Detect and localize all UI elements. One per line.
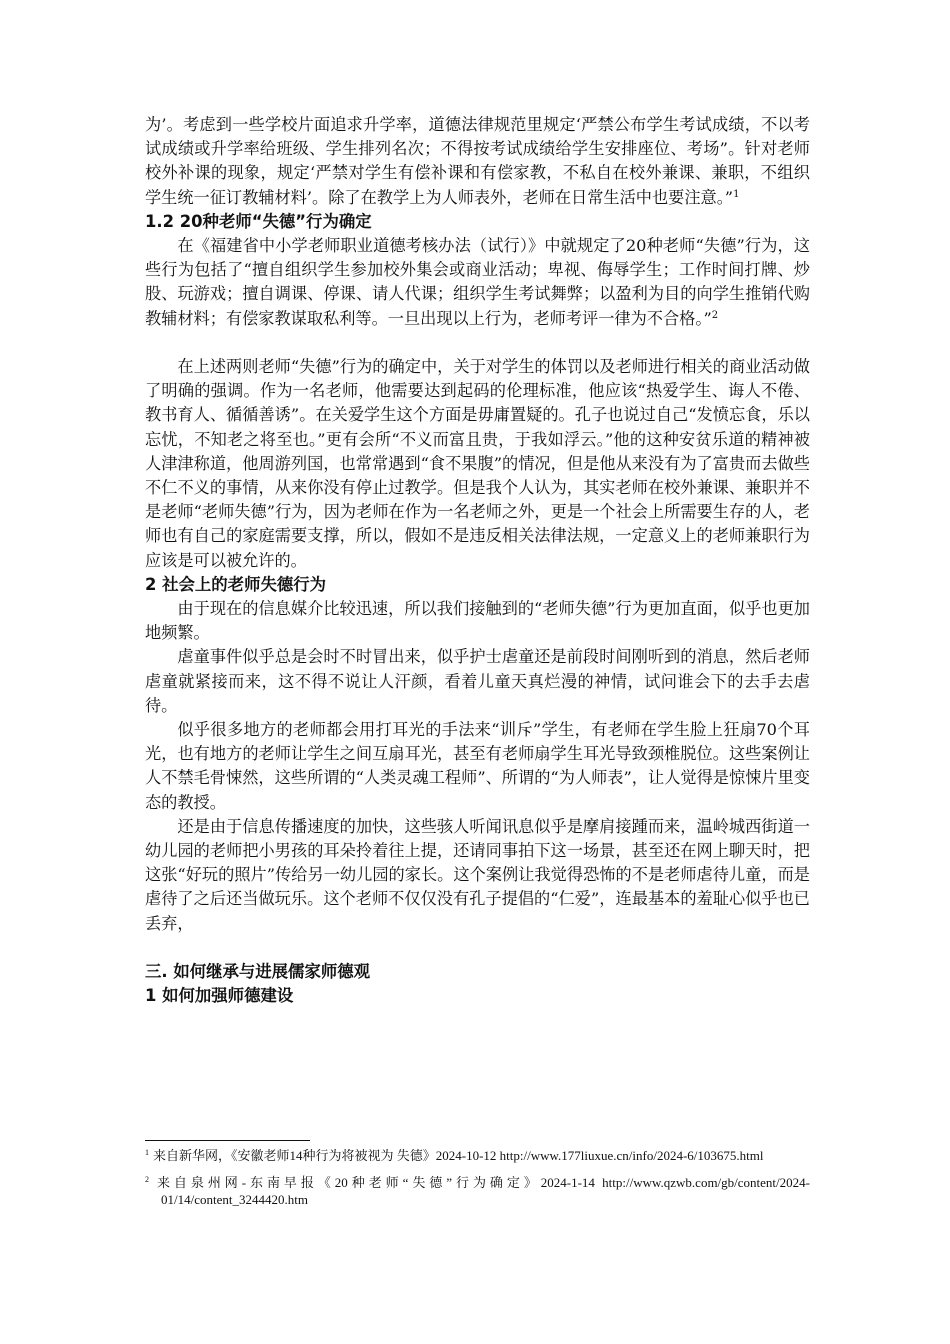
blank-line	[145, 936, 810, 960]
footnote-mark: 2	[145, 1175, 149, 1184]
paragraph	[145, 234, 810, 331]
paragraph	[145, 113, 810, 210]
document-body	[145, 113, 810, 1008]
paragraph: 由于现在的信息媒介比较迅速，所以我们接触到的“老师失德”行为更加直面，似乎也更加地频繁。	[145, 599, 810, 643]
footnote-ref[interactable]: 1	[733, 188, 740, 200]
chapter-heading: 三. 如何继承与进展儒家师德观	[145, 962, 371, 982]
footnote	[145, 1174, 810, 1208]
section-heading: 2 社会上的老师失德行为	[145, 574, 327, 594]
paragraph-text: 在《福建省中小学老师职业道德考核办法（试行）》中就规定了20种老师“失德”行为，这些行为包括了“擅自组织学生参加校外集会或商业活动；卑视、侮辱学生；工作时间打牌、炒股、玩游戏；擅自调课、停课、请人代课；组织学生考试舞弊；以盈利为目的向学生推销代购教辅材料；有偿家教谋取私利等。一旦出现以上行为，老师考评一律为不合格。”	[145, 236, 810, 328]
footnote	[145, 1147, 810, 1164]
footnote-text: 来自泉州网-东南早报《20种老师“失德”行为确定》2024-1-14 http://www.qzwb.com/gb/content/2024-01/14/content_3244420.htm	[153, 1175, 810, 1207]
footnote-separator	[145, 1140, 310, 1141]
footnote-mark: 1	[145, 1148, 149, 1157]
footnote-text: 来自新华网，《安徽老师14种行为将被视为 失德》2024-10-12 http://www.177liuxue.cn/info/2024-6/103675.html	[153, 1148, 764, 1163]
blank-line	[145, 331, 810, 355]
section-heading: 1.2 20种老师“失德”行为确定	[145, 211, 372, 231]
paragraph: 在上述两则老师“失德”行为的确定中，关于对学生的体罚以及老师进行相关的商业活动做了明确的强调。作为一名老师，他需要达到起码的伦理标准，他应该“热爱学生、诲人不倦、教书育人、循循善诱”。在关爱学生这个方面是毋庸置疑的。孔子也说过自己“发愤忘食，乐以忘忧，不知老之将至也。”更有会所“不义而富且贵，于我如浮云。”他的这种安贫乐道的精神被人津津称道，他周游列国，也常常遇到“食不果腹”的情况，但是他从来没有为了富贵而去做些不仁不义的事情，从来你没有停止过教学。但是我个人认为，其实老师在校外兼课、兼职并不是老师“老师失德”行为，因为老师在作为一名老师之外，更是一个社会上所需要生存的人，老师也有自己的家庭需要支撑，所以，假如不是违反相关法律法规，一定意义上的老师兼职行为应该是可以被允许的。	[145, 357, 810, 570]
paragraph: 还是由于信息传播速度的加快，这些骇人听闻讯息似乎是摩肩接踵而来，温岭城西街道一幼儿园的老师把小男孩的耳朵拎着往上提，还请同事拍下这一场景，甚至还在网上聊天时，把这张“好玩的照片”传给另一幼儿园的家长。这个案例让我觉得恐怖的不是老师虐待儿童，而是虐待了之后还当做玩乐。这个老师不仅仅没有孔子提倡的“仁爱”，连最基本的羞耻心似乎也已丢弃，	[145, 816, 810, 933]
paragraph: 虐童事件似乎总是会时不时冒出来，似乎护士虐童还是前段时间刚听到的消息，然后老师虐童就紧接而来，这不得不说让人汗颜，看着儿童天真烂漫的神情，试问谁会下的去手去虐待。	[145, 647, 810, 715]
footnote-ref[interactable]: 2	[711, 309, 719, 321]
paragraph: 似乎很多地方的老师都会用打耳光的手法来“训斥”学生，有老师在学生脸上狂扇70个耳光，也有地方的老师让学生之间互扇耳光，甚至有老师扇学生耳光导致颈椎脱位。这些案例让人不禁毛骨悚然，这些所谓的“人类灵魂工程师”、所谓的“为人师表”，让人觉得是惊悚片里变态的教授。	[145, 720, 810, 812]
footnotes	[145, 1140, 810, 1218]
paragraph-text: 为’。考虑到一些学校片面追求升学率，道德法律规范里规定‘严禁公布学生考试成绩，不以考试成绩或升学率给班级、学生排列名次；不得按考试成绩给学生安排座位、考场”。针对老师校外补课的现象，规定‘严禁对学生有偿补课和有偿家教，不私自在校外兼课、兼职，不组织学生统一征订教辅材料’。除了在教学上为人师表外，老师在日常生活中也要注意。”	[145, 115, 810, 207]
section-heading: 1 如何加强师德建设	[145, 986, 294, 1006]
